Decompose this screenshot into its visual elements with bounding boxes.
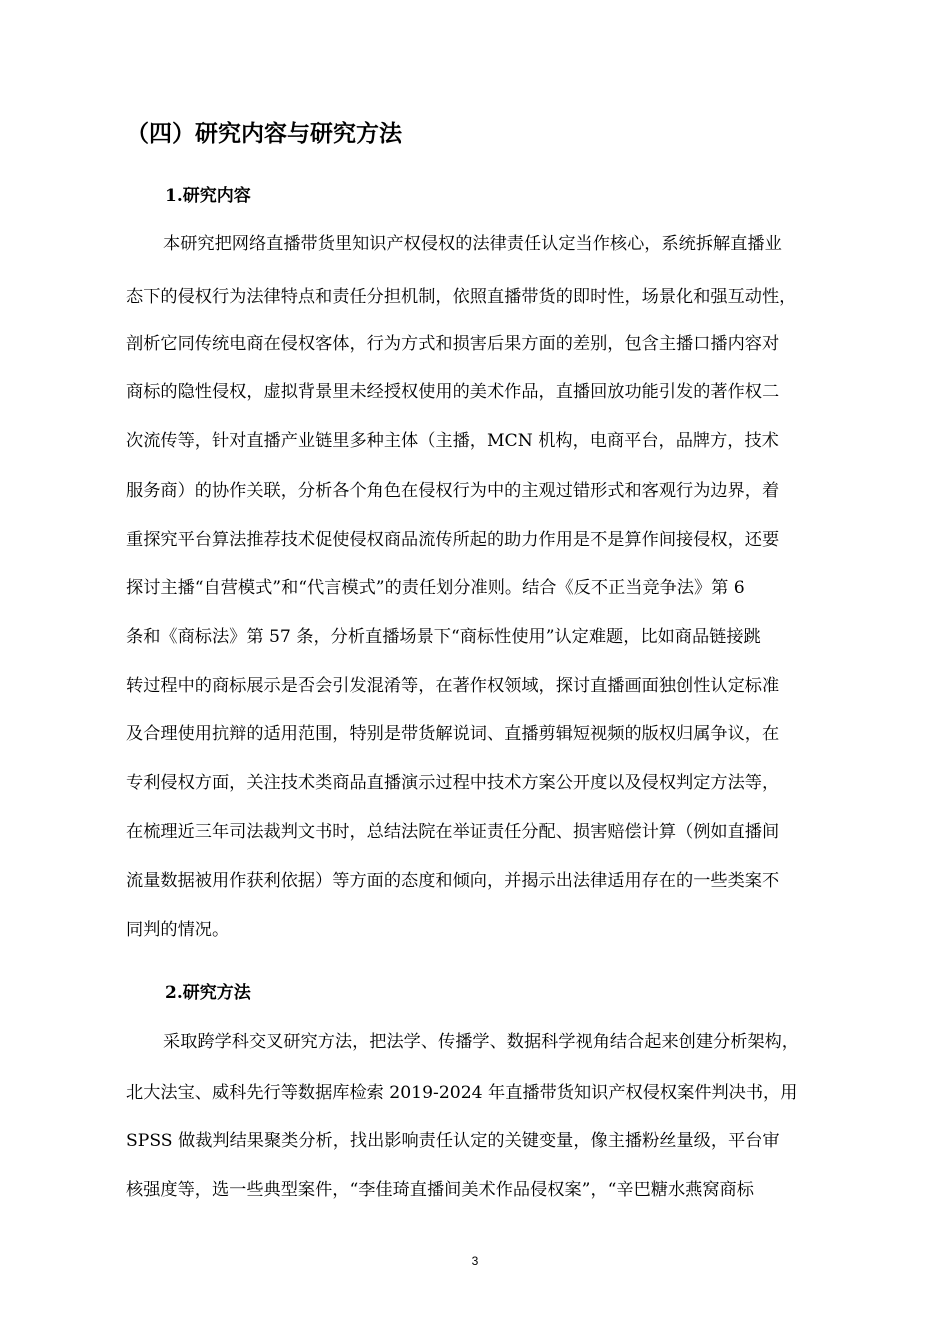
paragraph-line: 态下的侵权行为法律特点和责任分担机制，依照直播带货的即时性，场景化和强互动性， xyxy=(126,287,797,307)
paragraph-line: 同判的情况。 xyxy=(126,920,230,940)
paragraph-line: 北大法宝、威科先行等数据库检索 2019-2024 年直播带货知识产权侵权案件判决书，用 xyxy=(126,1083,798,1103)
paragraph-line: 及合理使用抗辩的适用范围，特别是带货解说词、直播剪辑短视频的版权归属争议，在 xyxy=(126,724,780,744)
paragraph-line: 核强度等，选一些典型案件，“李佳琦直播间美术作品侵权案”，“辛巴糖水燕窝商标 xyxy=(126,1180,754,1200)
paragraph-line: 在梳理近三年司法裁判文书时，总结法院在举证责任分配、损害赔偿计算（例如直播间 xyxy=(126,822,780,842)
research-content-heading: 1.研究内容 xyxy=(165,186,251,206)
paragraph-line: 流量数据被用作获利依据）等方面的态度和倾向，并揭示出法律适用存在的一些类案不 xyxy=(126,871,780,891)
paragraph-line: 本研究把网络直播带货里知识产权侵权的法律责任认定当作核心，系统拆解直播业 xyxy=(163,234,782,254)
paragraph-line: 商标的隐性侵权，虚拟背景里未经授权使用的美术作品，直播回放功能引发的著作权二 xyxy=(126,382,780,402)
page-number: 3 xyxy=(471,1254,479,1268)
paragraph-line: 重探究平台算法推荐技术促使侵权商品流传所起的助力作用是不是算作间接侵权，还要 xyxy=(126,530,780,550)
paragraph-line: 条和《商标法》第 57 条，分析直播场景下“商标性使用”认定难题，比如商品链接跳 xyxy=(126,627,761,647)
section-title: （四）研究内容与研究方法 xyxy=(126,120,402,147)
paragraph-line: 次流传等，针对直播产业链里多种主体（主播，MCN 机构，电商平台，品牌方，技术 xyxy=(126,431,779,451)
paragraph-line: 剖析它同传统电商在侵权客体，行为方式和损害后果方面的差别，包含主播口播内容对 xyxy=(126,334,780,354)
research-method-heading: 2.研究方法 xyxy=(165,983,251,1003)
paragraph-line: 转过程中的商标展示是否会引发混淆等，在著作权领域，探讨直播画面独创性认定标准 xyxy=(126,676,780,696)
paragraph-line: 服务商）的协作关联，分析各个角色在侵权行为中的主观过错形式和客观行为边界，着 xyxy=(126,481,780,501)
paragraph-line: SPSS 做裁判结果聚类分析，找出影响责任认定的关键变量，像主播粉丝量级，平台审 xyxy=(126,1131,780,1151)
paragraph-line: 探讨主播“自营模式”和“代言模式”的责任划分准则。结合《反不正当竞争法》第 6 xyxy=(126,578,745,598)
paragraph-line: 专利侵权方面，关注技术类商品直播演示过程中技术方案公开度以及侵权判定方法等， xyxy=(126,773,780,793)
paragraph-line: 采取跨学科交叉研究方法，把法学、传播学、数据科学视角结合起来创建分析架构， xyxy=(163,1032,799,1052)
